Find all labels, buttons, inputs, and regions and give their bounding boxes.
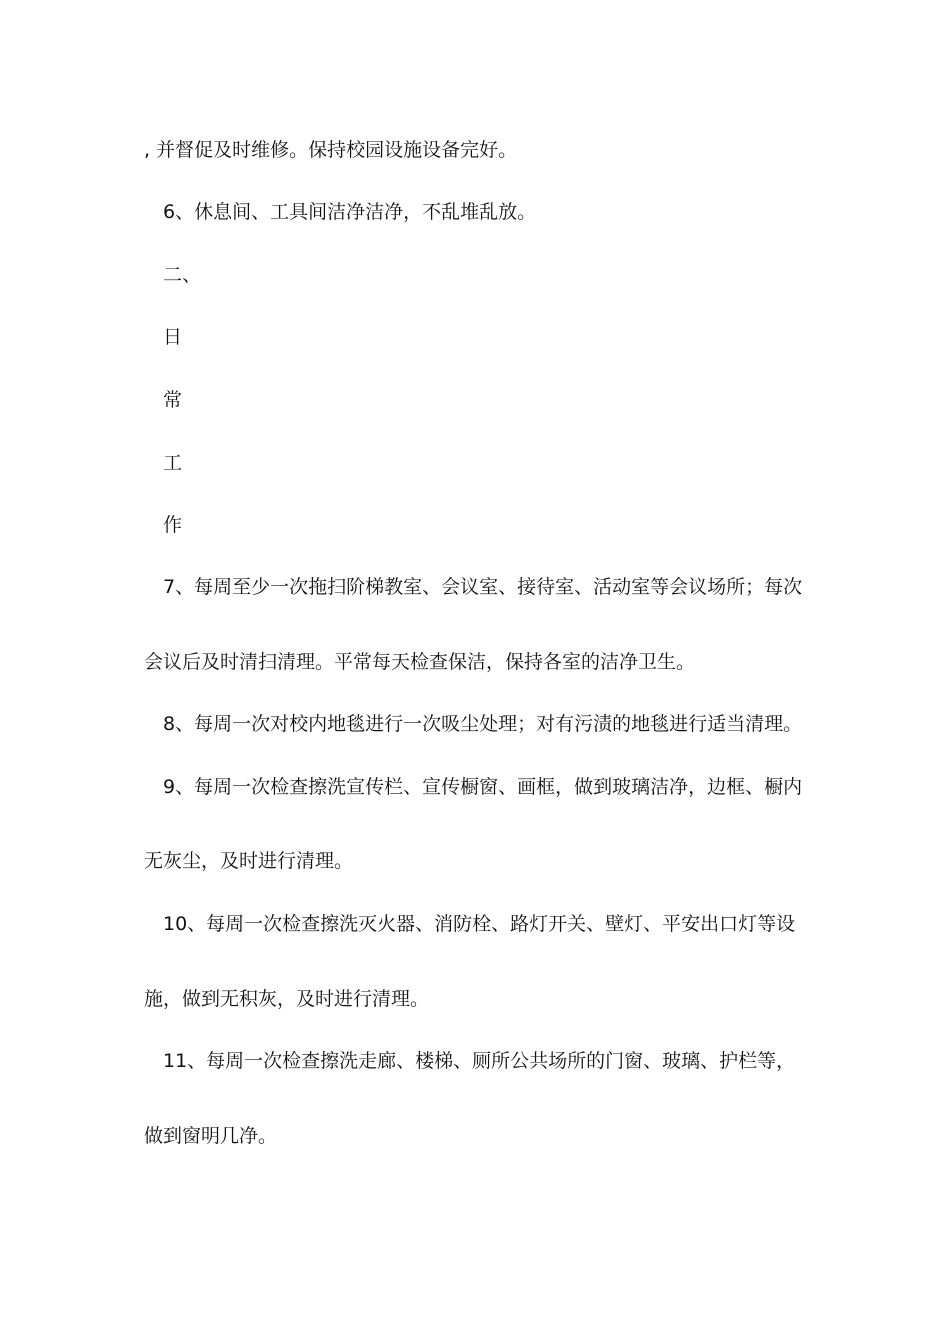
- section-heading-char-1: 日: [163, 326, 183, 348]
- text-line-11a: 11、每周一次检查擦洗走廊、楼梯、厕所公共场所的门窗、玻璃、护栏等，: [163, 1050, 796, 1072]
- text-line-10b: 施，做到无积灰，及时进行清理。: [144, 988, 430, 1010]
- section-heading-2: 二、: [163, 264, 202, 286]
- section-heading-char-2: 常: [163, 389, 183, 411]
- text-line-8: 8、每周一次对校内地毯进行一次吸尘处理；对有污渍的地毯进行适当清理。: [163, 713, 803, 735]
- text-line-11b: 做到窗明几净。: [144, 1125, 278, 1147]
- section-heading-char-3: 工: [163, 452, 183, 474]
- text-line-7a: 7、每周至少一次拖扫阶梯教室、会议室、接待室、活动室等会议场所；每次: [163, 576, 803, 598]
- text-line-10a: 10、每周一次检查擦洗灭火器、消防栓、路灯开关、壁灯、平安出口灯等设: [163, 913, 796, 935]
- text-line-1: , 并督促及时维修。保持校园设施设备完好。: [144, 139, 518, 161]
- text-line-9a: 9、每周一次检查擦洗宣传栏、宣传橱窗、画框，做到玻璃洁净，边框、橱内: [163, 776, 803, 798]
- text-line-2: 6、休息间、工具间洁净洁净，不乱堆乱放。: [163, 201, 537, 223]
- text-line-9b: 无灰尘，及时进行清理。: [144, 850, 354, 872]
- text-line-7b: 会议后及时清扫清理。平常每天检查保洁，保持各室的洁净卫生。: [144, 651, 696, 673]
- section-heading-char-4: 作: [163, 514, 183, 536]
